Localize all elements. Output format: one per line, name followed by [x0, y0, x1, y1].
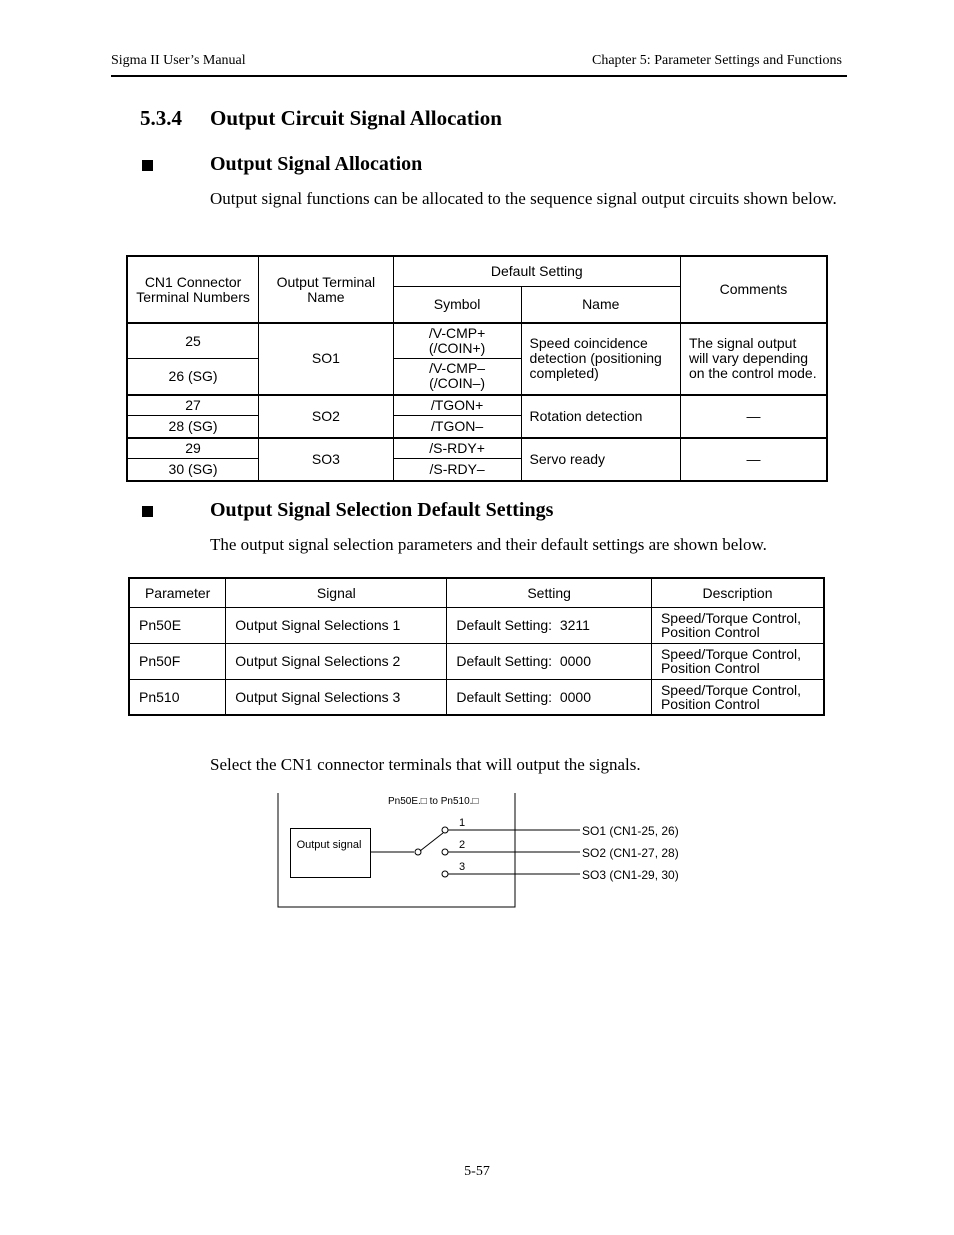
diagram-box-label: Output signal [296, 839, 362, 851]
pin-cell: 25 [127, 323, 259, 358]
th-signal: Signal [226, 578, 447, 607]
contact-1 [442, 827, 448, 833]
output-signal-box [291, 829, 371, 878]
header-manual-title: Sigma II User’s Manual [111, 53, 246, 68]
symbol-cell: /TGON+ [393, 395, 521, 416]
symbol-cell: /V-CMP– (/COIN–) [393, 358, 521, 394]
signal-cell: Output Signal Selections 2 [226, 643, 447, 679]
th-terminal: Output Terminal Name [259, 256, 394, 323]
comment-cell: — [680, 438, 827, 481]
contact-number: 2 [459, 839, 466, 851]
bullet-square-icon [142, 506, 153, 517]
page-number: 5-57 [464, 1164, 490, 1179]
contact-number: 3 [459, 861, 466, 873]
setting-cell: Default Setting: 0000 [447, 679, 652, 715]
setting-cell: Default Setting: 0000 [447, 643, 652, 679]
table-row [129, 607, 824, 643]
pin-cell: 29 [127, 438, 259, 459]
pin-cell: 27 [127, 395, 259, 416]
section-title: Output Circuit Signal Allocation [210, 106, 502, 130]
selection-heading: Output Signal Selection Default Settings [210, 499, 554, 521]
switch-pivot [415, 849, 421, 855]
th-symbol: Symbol [393, 286, 521, 323]
symbol-cell: /S-RDY+ [393, 438, 521, 459]
diagram-param-label: Pn50E.□ to Pn510.□ [388, 796, 479, 807]
symbol-cell: /S-RDY– [393, 459, 521, 481]
switch-arm [420, 833, 443, 851]
th-default-setting: Default Setting [393, 256, 680, 286]
comment-cell: — [680, 395, 827, 438]
description-cell: Speed/Torque Control, Position Control [651, 607, 824, 643]
pin-cell: 28 (SG) [127, 416, 259, 438]
section-number: 5.3.4 [140, 106, 182, 130]
header-chapter-title: Chapter 5: Parameter Settings and Functions [591, 53, 842, 68]
allocation-table [126, 255, 828, 482]
parameter-cell: Pn510 [129, 679, 226, 715]
th-cn1: CN1 Connector Terminal Numbers [127, 256, 259, 323]
terminal-cell: SO3 [259, 438, 394, 481]
pin-cell: 26 (SG) [127, 358, 259, 394]
alloc-intro: Output signal functions can be allocated to the sequence signal output circuits shown below. [210, 189, 837, 208]
alloc-heading: Output Signal Allocation [210, 153, 423, 175]
contact-2 [442, 849, 448, 855]
pin-cell: 30 (SG) [127, 459, 259, 481]
contact-3 [442, 871, 448, 877]
symbol-cell: /V-CMP+ (/COIN+) [393, 323, 521, 358]
terminal-cell: SO2 [259, 395, 394, 438]
selection-table [128, 577, 825, 716]
parameter-cell: Pn50E [129, 607, 226, 643]
output-label: SO3 (CN1-29, 30) [582, 868, 679, 882]
selection-note: Select the CN1 connector terminals that will output the signals. [210, 755, 641, 774]
header-rule [111, 75, 847, 77]
th-setting: Setting [447, 578, 652, 607]
selection-intro: The output signal selection parameters and their default settings are shown below. [210, 535, 767, 554]
output-label: SO2 (CN1-27, 28) [582, 846, 679, 860]
output-label: SO1 (CN1-25, 26) [582, 824, 679, 838]
symbol-cell: /TGON– [393, 416, 521, 438]
table-row [129, 643, 824, 679]
table-row [129, 679, 824, 715]
signal-name-cell: Speed coincidence detection (positioning completed) [521, 323, 680, 394]
contact-number: 1 [459, 817, 466, 829]
signal-name-cell: Servo ready [521, 438, 680, 481]
th-name: Name [521, 286, 680, 323]
description-cell: Speed/Torque Control, Position Control [651, 679, 824, 715]
th-parameter: Parameter [129, 578, 226, 607]
signal-cell: Output Signal Selections 1 [226, 607, 447, 643]
description-cell: Speed/Torque Control, Position Control [651, 643, 824, 679]
bullet-square-icon [142, 160, 153, 171]
th-description: Description [651, 578, 824, 607]
signal-cell: Output Signal Selections 3 [226, 679, 447, 715]
comment-cell: The signal output will vary depending on the control mode. [680, 323, 827, 394]
setting-cell: Default Setting: 3211 [447, 607, 652, 643]
signal-name-cell: Rotation detection [521, 395, 680, 438]
terminal-cell: SO1 [259, 323, 394, 394]
th-comments: Comments [680, 256, 827, 323]
parameter-cell: Pn50F [129, 643, 226, 679]
